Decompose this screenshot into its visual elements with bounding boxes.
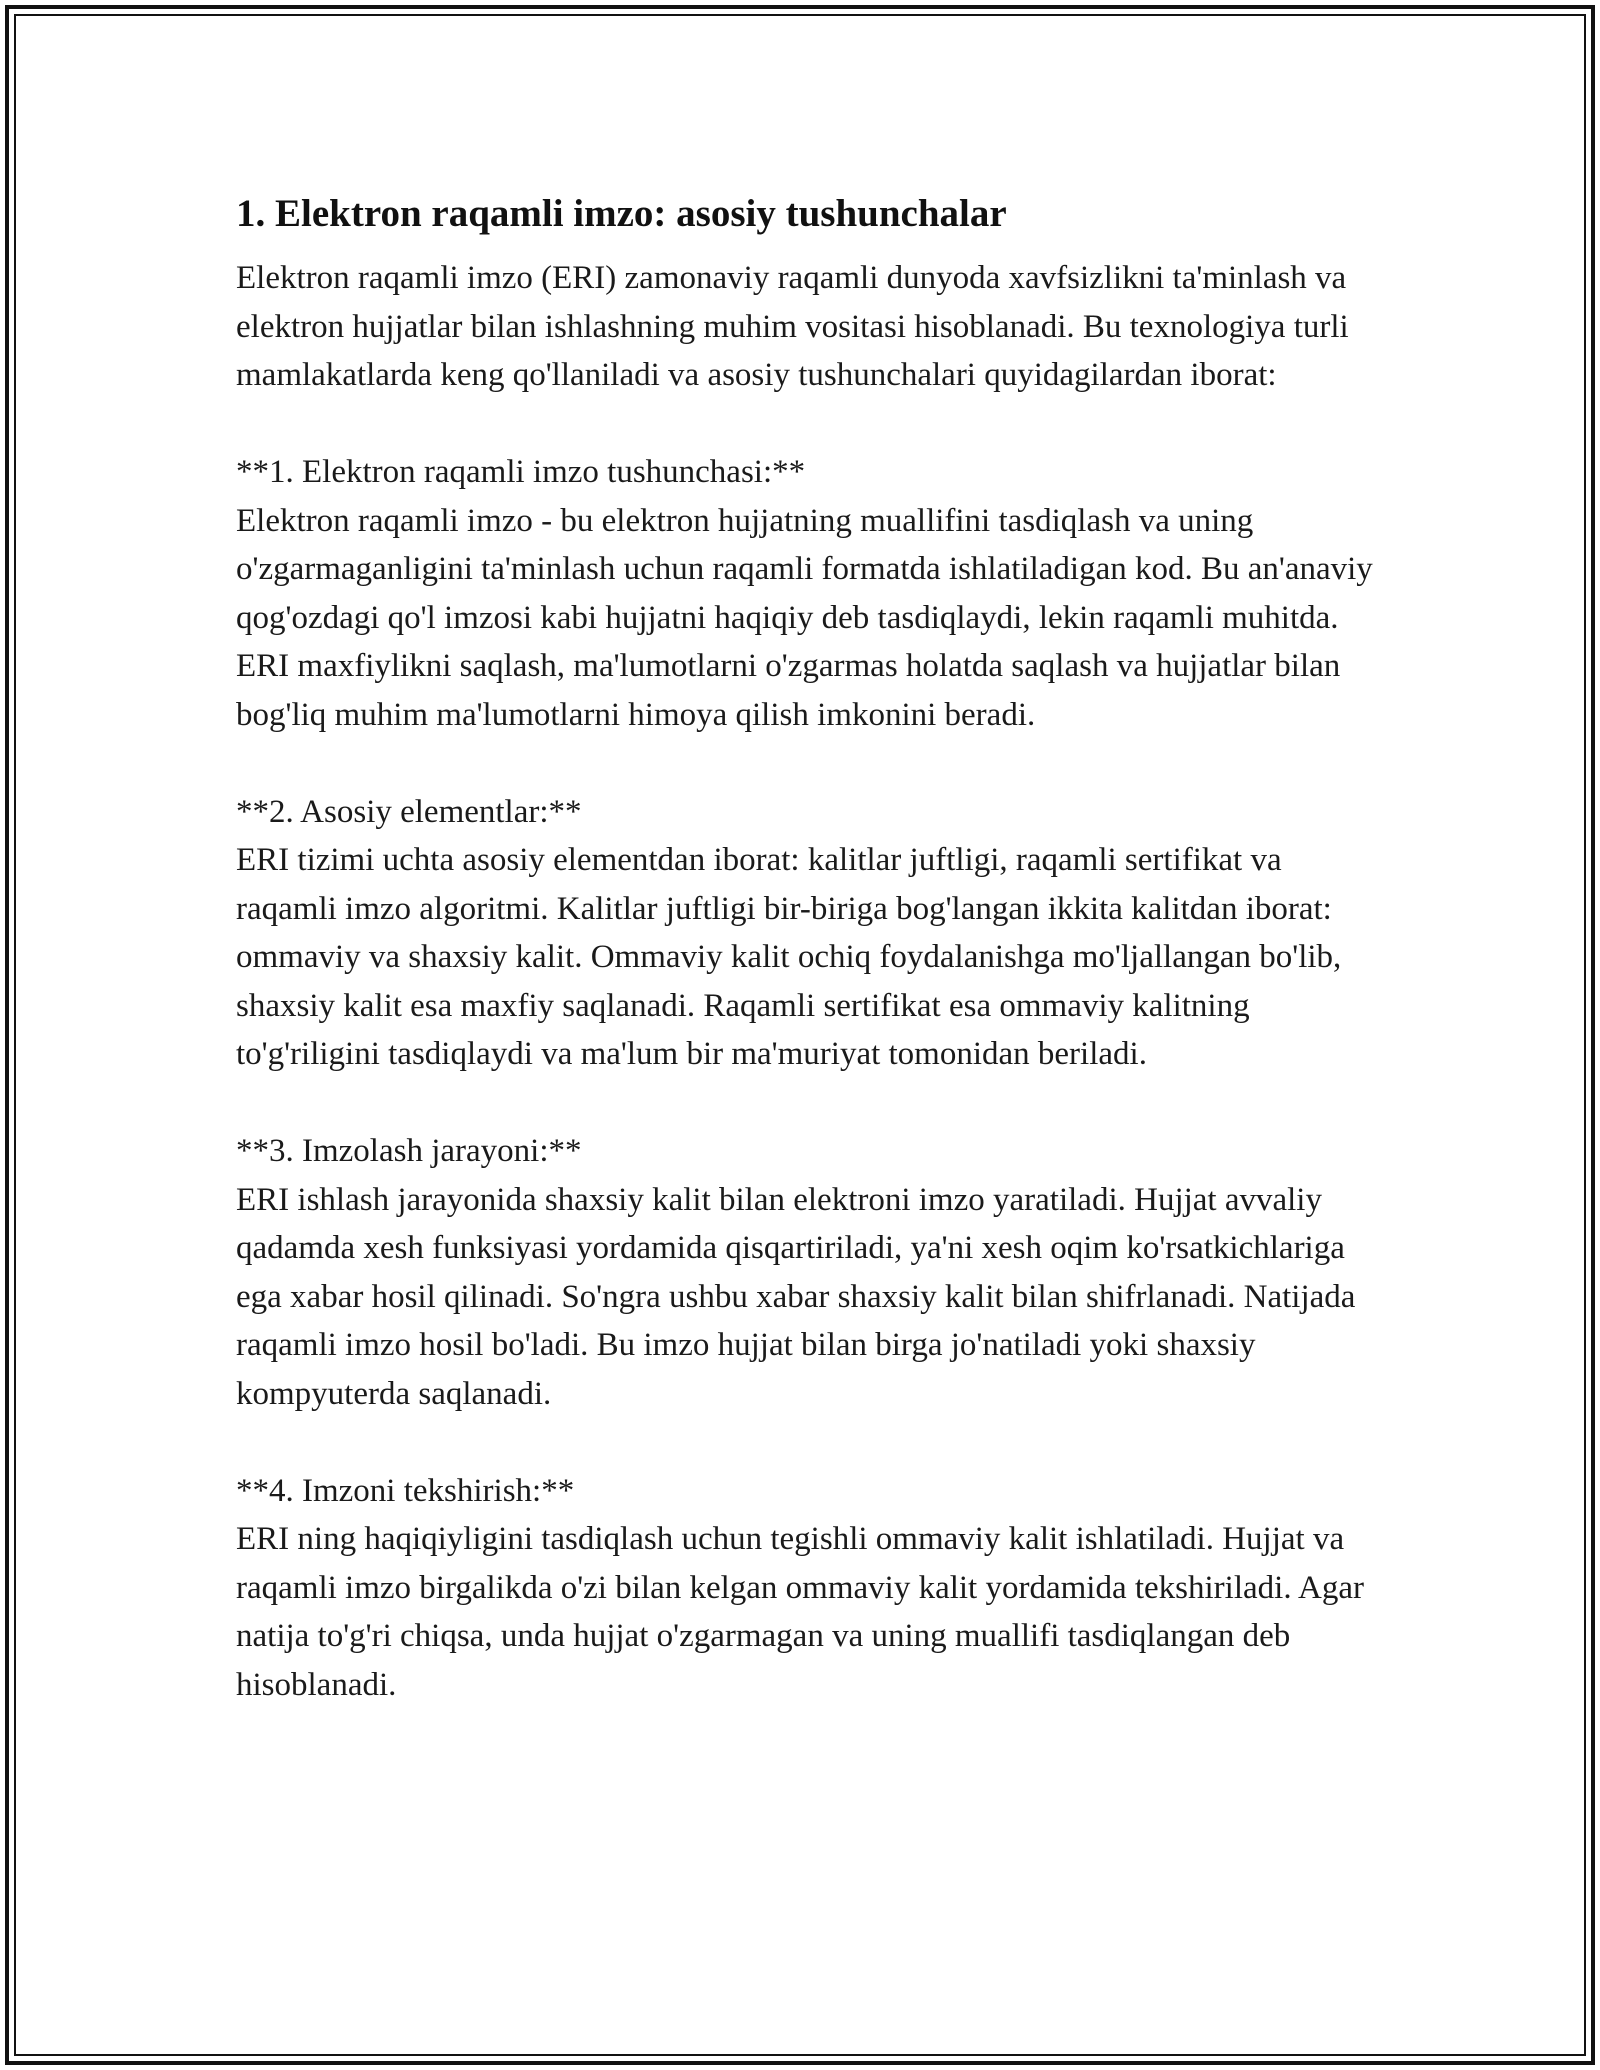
section-body: ERI ning haqiqiyligini tasdiqlash uchun tegishli ommaviy kalit ishlatiladi. Hujjat va raqamli imzo birgalikda o'zi bilan kelgan ommaviy kalit yordamida tekshiriladi. Agar natija to'g'ri chiqsa, unda hujjat o'zgarmagan va uning muallifi tasdiqlangan deb hisoblanadi. [236,1521,1364,1703]
section-heading: **2. Asosiy elementlar:** [236,793,582,830]
section-heading: **3. Imzolash jarayoni:** [236,1133,582,1169]
section-heading: **4. Imzoni tekshirish:** [236,1472,575,1509]
section-heading: **1. Elektron raqamli imzo tushunchasi:** [236,454,806,490]
section-signing-process [236,1127,1386,1418]
section-elements [236,788,1386,1079]
section-verification [236,1467,1386,1710]
section-concept [236,448,1386,739]
document-title: 1. Elektron raqamli imzo: asosiy tushunchalar [236,192,1007,235]
section-body: ERI ishlash jarayonida shaxsiy kalit bilan elektroni imzo yaratiladi. Hujjat avvaliy qadamda xesh funksiyasi yordamida qisqartiriladi, ya'ni xesh oqim ko'rsatkichlariga ega xabar hosil qilinadi. So'ngra ushbu xabar shaxsiy kalit bilan shifrlanadi. Natijada raqamli imzo hosil bo'ladi. Bu imzo hujjat bilan birga jo'natiladi yoki shaxsiy kompyuterda saqlanadi. [236,1181,1356,1412]
section-body: Elektron raqamli imzo - bu elektron hujjatning muallifini tasdiqlash va uning o'zgarmaganligini ta'minlash uchun raqamli formatda ishlatiladigan kod. Bu an'anaviy qog'ozdagi qo'l imzosi kabi hujjatni haqiqiy deb tasdiqlaydi, lekin raqamli muhitda. ERI maxfiylikni saqlash, ma'lumotlarni o'zgarmas holatda saqlash va hujjatlar bilan bog'liq muhim ma'lumotlarni himoya qilish imkonini beradi. [236,502,1373,733]
document-body [236,187,1386,1709]
section-body: ERI tizimi uchta asosiy elementdan iborat: kalitlar juftligi, raqamli sertifikat va raqamli imzo algoritmi. Kalitlar juftligi bir-biriga bog'langan ikkita kalitdan iborat: ommaviy va shaxsiy kalit. Ommaviy kalit ochiq foydalanishga mo'ljallangan bo'lib, shaxsiy kalit esa maxfiy saqlanadi. Raqamli sertifikat esa ommaviy kalitning to'g'riligini tasdiqlaydi va ma'lum bir ma'muriyat tomonidan beriladi. [236,842,1342,1072]
intro-paragraph: Elektron raqamli imzo (ERI) zamonaviy raqamli dunyoda xavfsizlikni ta'minlash va elektron hujjatlar bilan ishlashning muhim vositasi hisoblanadi. Bu texnologiya turli mamlakatlarda keng qo'llaniladi va asosiy tushunchalari quyidagilardan iborat: [236,260,1349,393]
